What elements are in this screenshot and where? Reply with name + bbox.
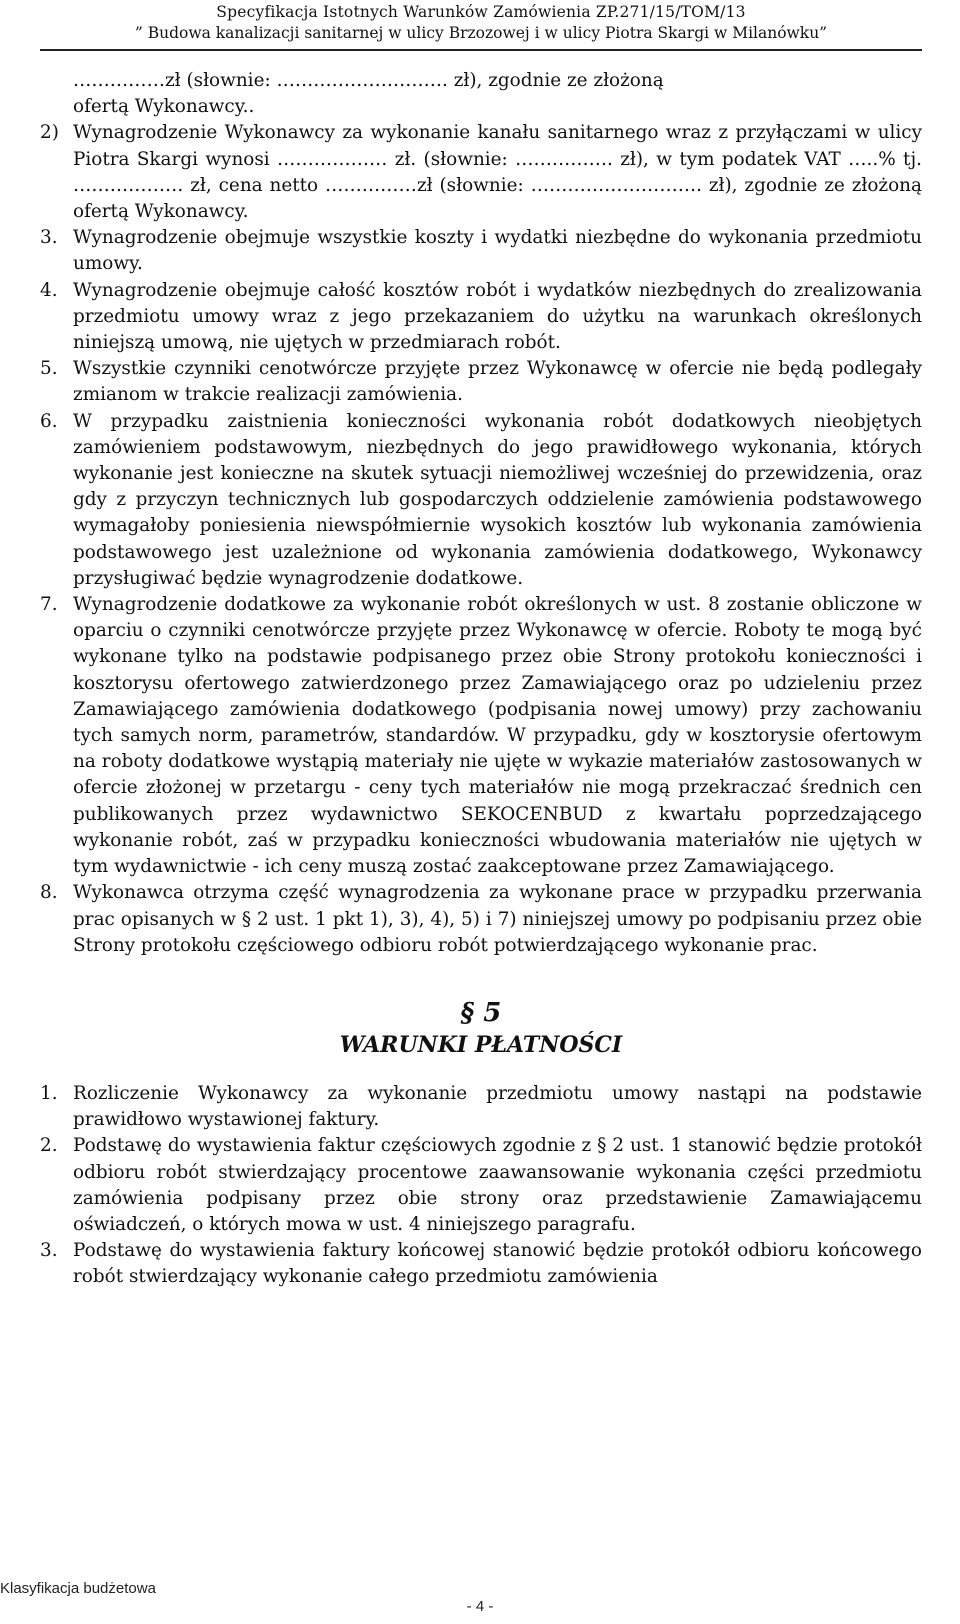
header-subtitle: ” Budowa kanalizacji sanitarnej w ulicy Brzozowej i w ulicy Piotra Skargi w Milanówku” <box>134 24 828 42</box>
list-item-text: Wynagrodzenie obejmuje wszystkie koszty i wydatki niezbędne do wykonania przedmiotu umowy. <box>73 227 922 275</box>
list-item-number: 4. <box>40 279 58 301</box>
list-item <box>40 120 922 225</box>
list-item-number: 6. <box>40 410 58 432</box>
page-number: - 4 - <box>466 1598 494 1615</box>
list-item-number: 2. <box>40 1135 58 1157</box>
list-item-text: Wszystkie czynniki cenotwórcze przyjęte przez Wykonawcę w ofercie nie będą podlegały zmianom w trakcie realizacji zamówienia. <box>73 358 922 406</box>
list-item-text: Podstawę do wystawienia faktury końcowej stanowić będzie protokół odbioru końcowego robót stwierdzający wykonanie całego przedmiotu zamówienia <box>73 1240 922 1288</box>
list-item-number: 2) <box>40 122 59 144</box>
list-item-text: W przypadku zaistnienia konieczności wykonania robót dodatkowych nieobjętych zamówieniem podstawowym, niezbędnych do jego prawidłowego wykonania, których wykonanie jest konieczne na skutek sytuacji niemożliwej wcześniej do przewidzenia, oraz gdy z przyczyn technicznych lub gospodarczych oddzielenie zamówienia podstawowego wymagałoby poniesienia niewspółmiernie wysokich kosztów lub wykonania zamówienia podstawowego jest uzależnione od wykonania zamówienia dodatkowego, Wykonawcy przysługiwać będzie wynagrodzenie dodatkowe. <box>73 410 922 589</box>
list-item-number: 7. <box>40 594 58 616</box>
list-item-text: Wynagrodzenie obejmuje całość kosztów robót i wydatków niezbędnych do zrealizowania przedmiotu umowy wraz z jego przekazaniem do użytku na warunkach określonych niniejszą umową, nie ujętych w przedmiarach robót. <box>73 279 922 354</box>
section-title: WARUNKI PŁATNOŚCI <box>339 1031 623 1058</box>
list-item-number: 8. <box>40 882 58 904</box>
section-number: § 5 <box>460 997 502 1028</box>
list-item <box>40 356 922 408</box>
list-item <box>40 278 922 357</box>
footer-classification: Klasyfikacja budżetowa <box>0 1580 156 1597</box>
document-body <box>40 68 922 1291</box>
list-item-text: Wykonawca otrzyma część wynagrodzenia za wykonane prace w przypadku przerwania prac opisanych w § 2 ust. 1 pkt 1), 3), 4), 5) i 7) niniejszej umowy po podpisaniu przez obie Strony protokołu częściowego odbioru robót potwierdzającego wykonanie prac. <box>73 882 922 956</box>
list-item-number: 5. <box>40 358 58 380</box>
list-item <box>40 1238 922 1290</box>
list-item-text: Wynagrodzenie dodatkowe za wykonanie robót określonych w ust. 8 zostanie obliczone w oparciu o czynniki cenotwórcze przyjęte przez Wykonawcę w ofercie. Roboty te mogą być wykonane tylko na podstawie podpisanego przez obie Strony protokołu konieczności i kosztorysu ofertowego zatwierdzonego przez Zamawiającego oraz po udzieleniu przez Zamawiającego zamówienia dodatkowego (podpisania nowej umowy) przy zachowaniu tych samych norm, parametrów, standardów. W przypadku, gdy w kosztorysie ofertowym na roboty dodatkowe wystąpią materiały nie ujęte w wykazie materiałów zastosowanych w ofercie złożonej w przetargu - ceny tych materiałów nie mogą przekraczać średnich cen publikowanych przez wydawnictwo SEKOCENBUD z kwartału poprzedzającego wykonanie robót, zaś w przypadku konieczności wbudowania materiałów nie ujętych w tym wydawnictwie - ich ceny muszą zostać zaakceptowane przez Zamawiającego. <box>73 594 922 878</box>
list-item-text: Rozliczenie Wykonawcy za wykonanie przedmiotu umowy nastąpi na podstawie prawidłowo wystawionej faktury. <box>73 1082 922 1131</box>
continuation-line: ……………zł (słownie: ………………………. zł), zgodnie ze złożoną <box>73 70 664 91</box>
list-item <box>40 225 922 277</box>
list-item-text: Wynagrodzenie Wykonawcy za wykonanie kanału sanitarnego wraz z przyłączami w ulicy Piotra Skargi wynosi ……………… zł. (słownie: ……………. zł), w tym podatek VAT …..% tj. ……………… zł, cena netto ……………zł (słownie: ………………………. zł), zgodnie ze złożoną ofertą Wykonawcy. <box>73 122 922 223</box>
list-item <box>40 409 922 592</box>
list-item-number: 3. <box>40 1240 58 1262</box>
header-title: Specyfikacja Istotnych Warunków Zamówienia ZP.271/15/TOM/13 <box>216 3 746 21</box>
list-item <box>40 880 922 959</box>
list-item-number: 1. <box>40 1082 58 1104</box>
wynagrodzenie-list <box>40 120 922 959</box>
list-item <box>40 592 922 880</box>
continuation-line: ofertą Wykonawcy.. <box>73 96 255 118</box>
platnosci-list <box>40 1081 922 1291</box>
list-item <box>40 1133 922 1238</box>
header-divider <box>40 49 922 51</box>
list-item <box>40 1081 922 1133</box>
list-item-text: Podstawę do wystawienia faktur częściowych zgodnie z § 2 ust. 1 stanowić będzie protokół odbioru robót stwierdzający procentowe zaawansowanie wykonania części przedmiotu zamówienia podpisany przez obie strony oraz przedstawienie Zamawiającemu oświadczeń, o których mowa w ust. 4 niniejszego paragrafu. <box>73 1135 922 1235</box>
list-item-number: 3. <box>40 227 58 249</box>
